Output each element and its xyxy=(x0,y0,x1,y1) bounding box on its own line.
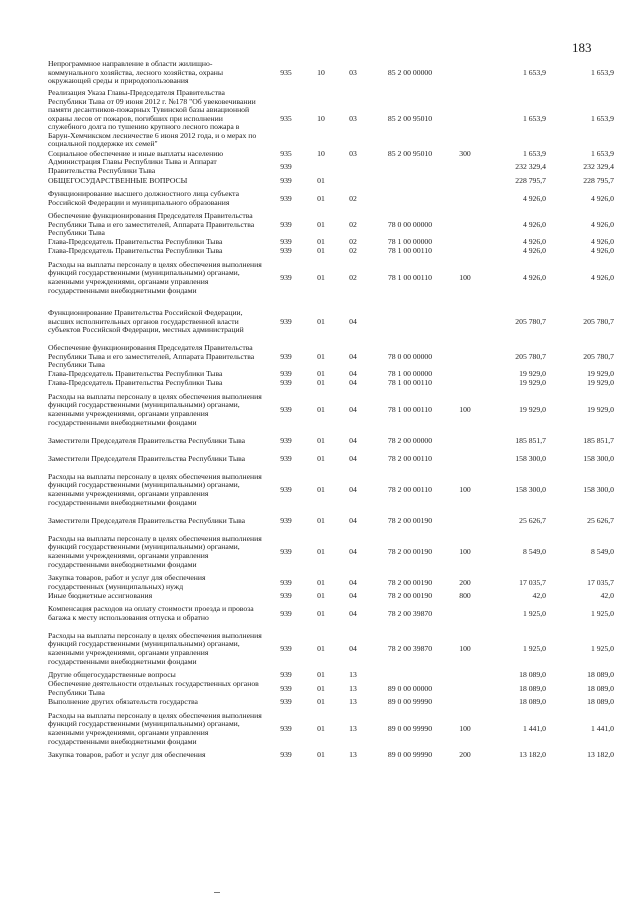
cell-amount-2: 18 089,0 xyxy=(587,670,614,680)
cell-expense-type: 800 xyxy=(459,591,471,601)
cell-admin-code: 939 xyxy=(280,750,292,760)
cell-section-code: 01 xyxy=(317,577,325,587)
cell-section-code: 01 xyxy=(317,246,325,256)
cell-amount-2: 18 089,0 xyxy=(587,683,614,693)
cell-section-code: 01 xyxy=(317,175,325,185)
cell-amount-1: 8 549,0 xyxy=(522,546,546,556)
table-row xyxy=(48,256,614,300)
cell-section-code: 10 xyxy=(317,113,325,123)
cell-amount-1: 17 035,7 xyxy=(519,577,546,587)
cell-admin-code: 939 xyxy=(280,484,292,494)
cell-subsection-code: 03 xyxy=(349,148,357,158)
cell-admin-code: 935 xyxy=(280,113,292,123)
cell-amount-1: 25 626,7 xyxy=(519,515,546,525)
cell-admin-code: 939 xyxy=(280,723,292,733)
cell-amount-2: 4 926,0 xyxy=(590,246,614,256)
cell-target-article: 78 2 00 00190 xyxy=(387,591,433,601)
cell-admin-code: 939 xyxy=(280,369,292,379)
row-name: Выполнение других обязательств государства xyxy=(48,697,198,707)
table-row xyxy=(48,592,614,601)
cell-target-article: 78 1 00 00110 xyxy=(388,378,432,388)
cell-subsection-code: 04 xyxy=(349,577,357,587)
table-row xyxy=(48,627,614,671)
table-row xyxy=(48,751,614,760)
row-name: Расходы на выплаты персоналу в целях обеспечения выполнения функций государственными (муниципальными) органами, казенными учреждениями, органами управления государственными внебюджетными фондами xyxy=(48,710,262,746)
cell-section-code: 01 xyxy=(317,484,325,494)
cell-target-article: 78 2 00 00110 xyxy=(388,484,432,494)
cell-target-article: 78 1 00 00000 xyxy=(387,237,433,247)
cell-subsection-code: 04 xyxy=(349,378,357,388)
cell-subsection-code: 04 xyxy=(349,351,357,361)
cell-target-article: 78 2 00 39870 xyxy=(387,608,433,618)
cell-expense-type: 100 xyxy=(459,404,471,414)
cell-expense-type: 100 xyxy=(459,723,471,733)
table-row xyxy=(48,707,614,751)
cell-subsection-code: 02 xyxy=(349,193,357,203)
cell-section-code: 01 xyxy=(317,404,325,414)
table-row xyxy=(48,247,614,256)
cell-amount-2: 1 441,0 xyxy=(590,723,614,733)
cell-section-code: 01 xyxy=(317,670,325,680)
cell-section-code: 01 xyxy=(317,351,325,361)
cell-amount-2: 1 925,0 xyxy=(590,643,614,653)
cell-amount-2: 205 780,7 xyxy=(583,351,614,361)
cell-amount-1: 19 929,0 xyxy=(519,378,546,388)
cell-amount-1: 1 925,0 xyxy=(522,643,546,653)
cell-admin-code: 939 xyxy=(280,404,292,414)
cell-admin-code: 939 xyxy=(280,193,292,203)
cell-amount-1: 4 926,0 xyxy=(522,272,546,282)
cell-target-article: 78 2 00 00190 xyxy=(387,577,433,587)
cell-amount-2: 1 925,0 xyxy=(590,608,614,618)
row-name: Администрация Главы Республики Тыва и Аппарат Правительства Республики Тыва xyxy=(48,157,217,175)
row-name: Расходы на выплаты персоналу в целях обеспечения выполнения функций государственными (муниципальными) органами, казенными учреждениями, органами управления государственными внебюджетными фондами xyxy=(48,471,262,507)
cell-target-article: 78 2 00 39870 xyxy=(387,643,433,653)
row-name: Закупка товаров, работ и услуг для обеспечения государственных (муниципальных) нужд xyxy=(48,573,206,591)
cell-amount-2: 1 653,9 xyxy=(590,148,614,158)
cell-amount-2: 19 929,0 xyxy=(587,404,614,414)
row-name: Реализация Указа Главы-Председателя Правительства Республики Тыва от 09 июня 2012 г. №178 "Об увековечивании памяти десантников-пожарных Тувинской базы авиационной охраны лесов от пожаров, погибших при исполнении служебного долга по тушению крупного лесного пожара в Барун-Хемчикском лесничестве 6 июня 2012 года, и о мерах по социальной поддержке их семей" xyxy=(48,87,257,149)
cell-subsection-code: 02 xyxy=(349,246,357,256)
cell-admin-code: 939 xyxy=(280,272,292,282)
cell-subsection-code: 13 xyxy=(349,750,357,760)
cell-amount-1: 205 780,7 xyxy=(515,351,546,361)
row-name: Расходы на выплаты персоналу в целях обеспечения выполнения функций государственными (муниципальными) органами, казенными учреждениями, органами управления государственными внебюджетными фондами xyxy=(48,533,262,569)
table-row xyxy=(48,212,614,238)
row-name: Заместители Председателя Правительства Республики Тыва xyxy=(48,515,246,525)
cell-admin-code: 939 xyxy=(280,246,292,256)
cell-target-article: 89 0 00 99990 xyxy=(387,697,433,707)
table-row xyxy=(48,344,614,370)
cell-amount-2: 8 549,0 xyxy=(590,546,614,556)
cell-amount-1: 1 925,0 xyxy=(522,608,546,618)
cell-target-article: 78 1 00 00110 xyxy=(388,404,432,414)
cell-subsection-code: 13 xyxy=(349,697,357,707)
cell-section-code: 01 xyxy=(317,515,325,525)
row-name: Иные бюджетные ассигнования xyxy=(48,591,153,601)
cell-admin-code: 939 xyxy=(280,670,292,680)
cell-amount-2: 158 300,0 xyxy=(583,484,614,494)
cell-admin-code: 939 xyxy=(280,237,292,247)
table-row xyxy=(48,450,614,468)
cell-section-code: 01 xyxy=(317,643,325,653)
cell-target-article: 78 1 00 00110 xyxy=(388,246,432,256)
cell-section-code: 01 xyxy=(317,591,325,601)
cell-subsection-code: 04 xyxy=(349,515,357,525)
cell-amount-2: 158 300,0 xyxy=(583,453,614,463)
table-row xyxy=(48,574,614,592)
cell-expense-type: 300 xyxy=(459,148,471,158)
cell-target-article: 78 2 00 00190 xyxy=(387,515,433,525)
cell-target-article: 78 2 00 00000 xyxy=(387,435,433,445)
table-row xyxy=(48,158,614,176)
cell-admin-code: 939 xyxy=(280,591,292,601)
cell-amount-1: 18 089,0 xyxy=(519,697,546,707)
cell-amount-1: 4 926,0 xyxy=(522,219,546,229)
cell-section-code: 01 xyxy=(317,369,325,379)
cell-expense-type: 100 xyxy=(459,484,471,494)
cell-amount-2: 4 926,0 xyxy=(590,193,614,203)
cell-section-code: 01 xyxy=(317,378,325,388)
cell-amount-2: 4 926,0 xyxy=(590,272,614,282)
row-name: Расходы на выплаты персоналу в целях обеспечения выполнения функций государственными (муниципальными) органами, казенными учреждениями, органами управления государственными внебюджетными фондами xyxy=(48,259,262,295)
cell-amount-2: 185 851,7 xyxy=(583,435,614,445)
cell-subsection-code: 13 xyxy=(349,723,357,733)
cell-section-code: 01 xyxy=(317,435,325,445)
cell-admin-code: 939 xyxy=(280,316,292,326)
cell-admin-code: 939 xyxy=(280,378,292,388)
table-row xyxy=(48,601,614,627)
cell-amount-2: 25 626,7 xyxy=(587,515,614,525)
cell-admin-code: 939 xyxy=(280,697,292,707)
cell-subsection-code: 02 xyxy=(349,237,357,247)
row-name: Заместители Председателя Правительства Республики Тыва xyxy=(48,453,246,463)
cell-amount-2: 17 035,7 xyxy=(587,577,614,587)
cell-amount-2: 18 089,0 xyxy=(587,697,614,707)
cell-amount-1: 1 653,9 xyxy=(522,67,546,77)
cell-target-article: 78 1 00 00000 xyxy=(387,369,433,379)
cell-subsection-code: 04 xyxy=(349,484,357,494)
cell-expense-type: 100 xyxy=(459,272,471,282)
row-name: Закупка товаров, работ и услуг для обеспечения xyxy=(48,750,206,760)
cell-section-code: 01 xyxy=(317,237,325,247)
cell-subsection-code: 02 xyxy=(349,272,357,282)
cell-target-article: 78 2 00 00190 xyxy=(387,546,433,556)
cell-target-article: 89 0 00 99990 xyxy=(387,750,433,760)
budget-table xyxy=(48,58,614,760)
cell-admin-code: 935 xyxy=(280,148,292,158)
cell-target-article: 78 0 00 00000 xyxy=(387,351,433,361)
cell-section-code: 01 xyxy=(317,272,325,282)
cell-amount-1: 205 780,7 xyxy=(515,316,546,326)
cell-admin-code: 939 xyxy=(280,608,292,618)
row-name: Непрограммное направление в области жилищно-коммунального хозяйства, лесного хозяйства, охраны окружающей среды и природопользования xyxy=(48,59,224,86)
cell-admin-code: 939 xyxy=(280,161,292,171)
cell-amount-1: 4 926,0 xyxy=(522,246,546,256)
cell-section-code: 01 xyxy=(317,193,325,203)
cell-subsection-code: 04 xyxy=(349,591,357,601)
cell-admin-code: 939 xyxy=(280,515,292,525)
row-name: Глава-Председатель Правительства Республики Тыва xyxy=(48,369,223,379)
cell-amount-2: 42,0 xyxy=(600,591,614,601)
row-name: Функционирование высшего должностного лица субъекта Российской Федерации и муниципального образования xyxy=(48,189,239,207)
table-row xyxy=(48,58,614,88)
cell-amount-1: 18 089,0 xyxy=(519,670,546,680)
cell-expense-type: 100 xyxy=(459,546,471,556)
cell-subsection-code: 04 xyxy=(349,435,357,445)
cell-amount-1: 232 329,4 xyxy=(515,161,546,171)
cell-amount-1: 4 926,0 xyxy=(522,237,546,247)
cell-amount-2: 232 329,4 xyxy=(583,161,614,171)
cell-subsection-code: 04 xyxy=(349,404,357,414)
cell-section-code: 01 xyxy=(317,750,325,760)
cell-amount-1: 158 300,0 xyxy=(515,484,546,494)
cell-amount-2: 13 182,0 xyxy=(587,750,614,760)
cell-section-code: 01 xyxy=(317,219,325,229)
cell-section-code: 01 xyxy=(317,723,325,733)
cell-admin-code: 939 xyxy=(280,683,292,693)
cell-amount-2: 4 926,0 xyxy=(590,237,614,247)
table-row xyxy=(48,379,614,388)
cell-admin-code: 939 xyxy=(280,219,292,229)
cell-amount-1: 42,0 xyxy=(532,591,546,601)
cell-amount-1: 1 653,9 xyxy=(522,113,546,123)
row-name: Расходы на выплаты персоналу в целях обеспечения выполнения функций государственными (муниципальными) органами, казенными учреждениями, органами управления государственными внебюджетными фондами xyxy=(48,630,262,666)
cell-section-code: 01 xyxy=(317,546,325,556)
row-name: Функционирование Правительства Российской Федерации, высших исполнительных органов государственной власти субъектов Российской Федерации, местных администраций xyxy=(48,308,244,335)
cell-section-code: 10 xyxy=(317,148,325,158)
cell-amount-2: 228 795,7 xyxy=(583,175,614,185)
cell-target-article: 89 0 00 00000 xyxy=(387,683,433,693)
cell-amount-1: 185 851,7 xyxy=(515,435,546,445)
cell-admin-code: 935 xyxy=(280,67,292,77)
row-name: Обеспечение деятельности отдельных государственных органов Республики Тыва xyxy=(48,679,259,697)
cell-admin-code: 939 xyxy=(280,453,292,463)
cell-subsection-code: 04 xyxy=(349,546,357,556)
cell-subsection-code: 13 xyxy=(349,683,357,693)
table-row xyxy=(48,432,614,450)
table-row xyxy=(48,512,614,530)
cell-expense-type: 100 xyxy=(459,643,471,653)
cell-target-article: 89 0 00 99990 xyxy=(387,723,433,733)
footer-mark xyxy=(214,892,220,893)
table-row xyxy=(48,530,614,574)
row-name: Расходы на выплаты персоналу в целях обеспечения выполнения функций государственными (муниципальными) органами, казенными учреждениями, органами управления государственными внебюджетными фондами xyxy=(48,391,262,427)
cell-target-article: 85 2 00 95010 xyxy=(387,113,433,123)
row-name: Компенсация расходов на оплату стоимости проезда и провоза багажа к месту использования отпуска и обратно xyxy=(48,604,254,622)
cell-subsection-code: 04 xyxy=(349,369,357,379)
cell-admin-code: 939 xyxy=(280,351,292,361)
row-name: Обеспечение функционирования Председателя Правительства Республики Тыва и его заместителей, Аппарата Правительства Республики Тыва xyxy=(48,343,255,370)
table-row xyxy=(48,388,614,432)
cell-subsection-code: 04 xyxy=(349,453,357,463)
row-name: Обеспечение функционирования Председателя Правительства Республики Тыва и его заместителей, Аппарата Правительства Республики Тыва xyxy=(48,211,255,238)
cell-section-code: 10 xyxy=(317,67,325,77)
cell-target-article: 78 1 00 00110 xyxy=(388,272,432,282)
cell-amount-1: 228 795,7 xyxy=(515,175,546,185)
cell-admin-code: 939 xyxy=(280,435,292,445)
cell-amount-2: 1 653,9 xyxy=(590,67,614,77)
cell-amount-2: 205 780,7 xyxy=(583,316,614,326)
row-name: Глава-Председатель Правительства Республики Тыва xyxy=(48,246,223,256)
cell-amount-1: 1 441,0 xyxy=(522,723,546,733)
row-name: Глава-Председатель Правительства Республики Тыва xyxy=(48,237,223,247)
table-row xyxy=(48,176,614,186)
table-row xyxy=(48,88,614,150)
cell-amount-1: 18 089,0 xyxy=(519,683,546,693)
table-row xyxy=(48,300,614,344)
cell-target-article: 85 2 00 95010 xyxy=(387,148,433,158)
table-row xyxy=(48,698,614,707)
cell-amount-1: 158 300,0 xyxy=(515,453,546,463)
cell-amount-1: 19 929,0 xyxy=(519,404,546,414)
cell-amount-2: 19 929,0 xyxy=(587,369,614,379)
cell-amount-2: 1 653,9 xyxy=(590,113,614,123)
table-row xyxy=(48,680,614,698)
row-name: Заместители Председателя Правительства Республики Тыва xyxy=(48,435,246,445)
cell-expense-type: 200 xyxy=(459,750,471,760)
cell-amount-1: 13 182,0 xyxy=(519,750,546,760)
cell-admin-code: 939 xyxy=(280,546,292,556)
table-row xyxy=(48,186,614,212)
cell-subsection-code: 03 xyxy=(349,67,357,77)
cell-amount-1: 19 929,0 xyxy=(519,369,546,379)
cell-target-article: 78 2 00 00110 xyxy=(388,453,432,463)
cell-subsection-code: 02 xyxy=(349,219,357,229)
row-name: Социальное обеспечение и иные выплаты населению xyxy=(48,148,224,158)
cell-subsection-code: 03 xyxy=(349,113,357,123)
cell-subsection-code: 13 xyxy=(349,670,357,680)
cell-amount-2: 4 926,0 xyxy=(590,219,614,229)
cell-target-article: 85 2 00 00000 xyxy=(387,67,433,77)
cell-subsection-code: 04 xyxy=(349,316,357,326)
table-row xyxy=(48,468,614,512)
row-name: Глава-Председатель Правительства Республики Тыва xyxy=(48,378,223,388)
cell-admin-code: 939 xyxy=(280,643,292,653)
cell-amount-2: 19 929,0 xyxy=(587,378,614,388)
cell-section-code: 01 xyxy=(317,697,325,707)
cell-target-article: 78 0 00 00000 xyxy=(387,219,433,229)
cell-section-code: 01 xyxy=(317,608,325,618)
row-name: ОБЩЕГОСУДАРСТВЕННЫЕ ВОПРОСЫ xyxy=(48,175,188,185)
cell-section-code: 01 xyxy=(317,316,325,326)
cell-section-code: 01 xyxy=(317,683,325,693)
cell-section-code: 01 xyxy=(317,453,325,463)
cell-expense-type: 200 xyxy=(459,577,471,587)
cell-subsection-code: 04 xyxy=(349,608,357,618)
cell-admin-code: 939 xyxy=(280,175,292,185)
row-name: Другие общегосударственные вопросы xyxy=(48,670,176,680)
page-number: 183 xyxy=(572,40,592,55)
cell-subsection-code: 04 xyxy=(349,643,357,653)
cell-admin-code: 939 xyxy=(280,577,292,587)
cell-amount-1: 1 653,9 xyxy=(522,148,546,158)
cell-amount-1: 4 926,0 xyxy=(522,193,546,203)
